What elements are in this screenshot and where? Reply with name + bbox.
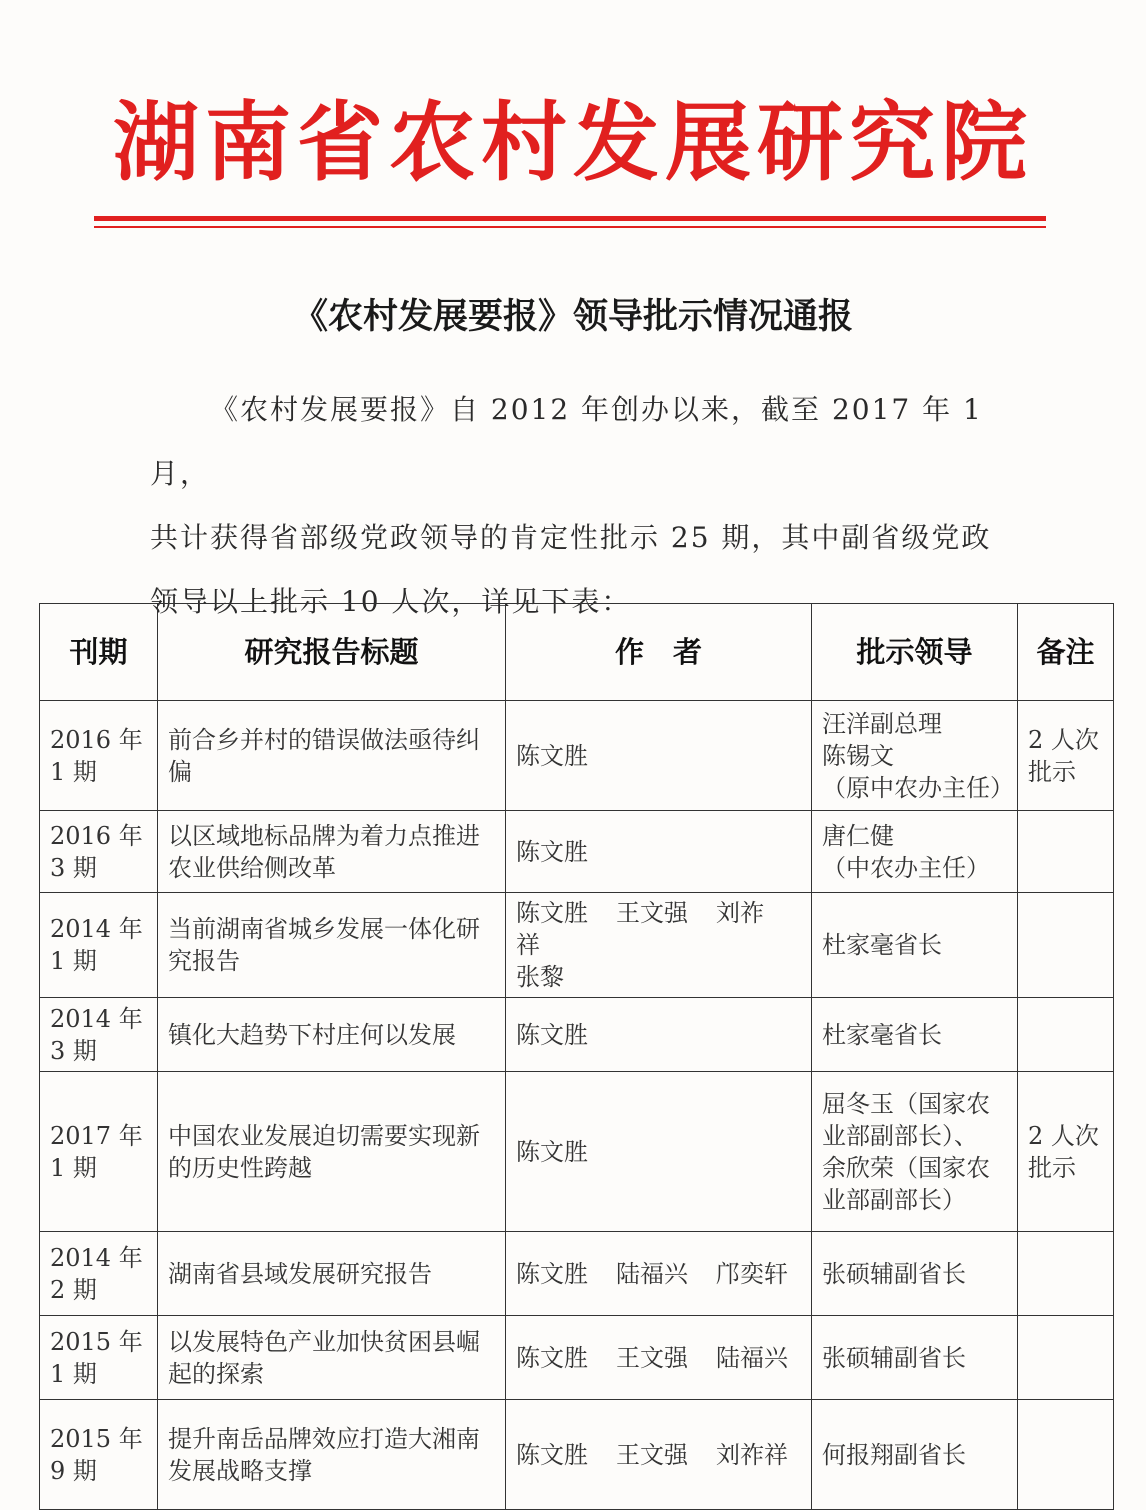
cell-authors: [506, 1400, 812, 1510]
cell-issue: [40, 893, 158, 998]
issue-year: 2016 年: [50, 725, 143, 754]
author-name: 刘祚祥: [516, 899, 764, 959]
cell-authors: [506, 893, 812, 998]
cell-instructing-leader: [812, 1316, 1018, 1400]
intro-line-3: 领导以上批示 10 人次，详见下表：: [150, 585, 632, 618]
cell-report-title: 前合乡并村的错误做法亟待纠偏: [158, 701, 506, 811]
letterhead-rule-thick: [94, 216, 1046, 221]
author-name: 刘祚祥: [716, 1440, 788, 1469]
intro-paragraph: [150, 378, 1030, 634]
leader-line: 杜家毫省长: [822, 1020, 942, 1049]
cell-note: 2 人次批示: [1018, 1072, 1114, 1232]
author-name: 张黎: [516, 963, 564, 991]
leader-line: 张硕辅副省长: [822, 1343, 966, 1372]
leader-line: 陈锡文: [822, 741, 894, 770]
cell-report-title: 当前湖南省城乡发展一体化研究报告: [158, 893, 506, 998]
leader-line: 唐仁健: [822, 821, 894, 850]
cell-issue: [40, 1072, 158, 1232]
issue-year: 2015 年: [50, 1424, 143, 1453]
header-leader: 批示领导: [812, 604, 1018, 701]
cell-report-title: 镇化大趋势下村庄何以发展: [158, 998, 506, 1072]
author-name: 王文强: [616, 1343, 688, 1372]
table-row: [40, 1232, 1114, 1316]
leader-line: 杜家毫省长: [822, 931, 942, 959]
leader-line: （原中农办主任）: [822, 773, 1014, 802]
author-name: 陈文胜: [516, 837, 588, 866]
author-name: 陈文胜: [516, 1343, 588, 1372]
cell-note: 2 人次批示: [1018, 701, 1114, 811]
document-title: 《农村发展要报》领导批示情况通报: [292, 297, 853, 337]
author-name: 陈文胜: [516, 899, 588, 927]
leader-line: 何报翔副省长: [822, 1440, 966, 1469]
issue-year: 2014 年: [50, 915, 143, 943]
cell-report-title: 提升南岳品牌效应打造大湘南发展战略支撑: [158, 1400, 506, 1510]
letterhead-rule-thin: [94, 226, 1046, 228]
issue-number: 2 期: [50, 1275, 97, 1304]
cell-note: [1018, 998, 1114, 1072]
issue-year: 2017 年: [50, 1121, 143, 1150]
cell-note: [1018, 811, 1114, 893]
cell-note: [1018, 1400, 1114, 1510]
header-author: 作 者: [506, 604, 812, 701]
table-body: [40, 701, 1114, 1510]
leader-line: 屈冬玉（国家农业部副部长）、: [822, 1089, 990, 1150]
issue-number: 9 期: [50, 1456, 97, 1485]
cell-authors: [506, 701, 812, 811]
cell-issue: [40, 1232, 158, 1316]
issue-number: 3 期: [50, 1036, 97, 1065]
table-header-row: [40, 604, 1114, 701]
cell-issue: [40, 1316, 158, 1400]
cell-report-title: 以发展特色产业加快贫困县崛起的探索: [158, 1316, 506, 1400]
issue-number: 1 期: [50, 1359, 97, 1388]
table-row: [40, 811, 1114, 893]
cell-note: [1018, 893, 1114, 998]
cell-instructing-leader: [812, 998, 1018, 1072]
cell-issue: [40, 811, 158, 893]
author-name: 邝奕轩: [716, 1259, 788, 1288]
header-note: 备注: [1018, 604, 1114, 701]
leader-instructions-table: [39, 603, 1114, 1510]
cell-instructing-leader: [812, 701, 1018, 811]
author-name: 陆福兴: [716, 1343, 788, 1372]
cell-authors: [506, 1316, 812, 1400]
issue-year: 2014 年: [50, 1004, 143, 1033]
author-name: 陈文胜: [516, 1020, 588, 1049]
table-row: [40, 893, 1114, 998]
institute-letterhead-title: 湖南省农村发展研究院: [113, 93, 1033, 193]
leader-line: 余欣荣（国家农业部副部长）: [822, 1153, 990, 1214]
leader-line: 汪洋副总理: [822, 709, 942, 738]
cell-instructing-leader: [812, 1232, 1018, 1316]
table-row: [40, 1400, 1114, 1510]
cell-issue: [40, 1400, 158, 1510]
cell-instructing-leader: [812, 1072, 1018, 1232]
table-row: [40, 1072, 1114, 1232]
cell-authors: [506, 998, 812, 1072]
author-name: 陈文胜: [516, 741, 588, 770]
author-name: 陆福兴: [616, 1259, 688, 1288]
author-name: 王文强: [616, 899, 688, 927]
issue-year: 2014 年: [50, 1243, 143, 1272]
table-row: [40, 998, 1114, 1072]
cell-report-title: 湖南省县域发展研究报告: [158, 1232, 506, 1316]
table-row: [40, 1316, 1114, 1400]
cell-instructing-leader: [812, 893, 1018, 998]
issue-number: 1 期: [50, 757, 97, 786]
author-name: 陈文胜: [516, 1440, 588, 1469]
cell-instructing-leader: [812, 1400, 1018, 1510]
header-title: 研究报告标题: [158, 604, 506, 701]
issue-number: 3 期: [50, 853, 97, 882]
table-row: [40, 701, 1114, 811]
header-issue: 刊期: [40, 604, 158, 701]
cell-authors: [506, 1232, 812, 1316]
leader-line: 张硕辅副省长: [822, 1259, 966, 1288]
cell-authors: [506, 1072, 812, 1232]
leader-line: （中农办主任）: [822, 853, 990, 882]
cell-report-title: 中国农业发展迫切需要实现新的历史性跨越: [158, 1072, 506, 1232]
issue-number: 1 期: [50, 1153, 97, 1182]
author-name: 陈文胜: [516, 1259, 588, 1288]
intro-line-2: 共计获得省部级党政领导的肯定性批示 25 期，其中副省级党政: [150, 521, 992, 554]
cell-issue: [40, 701, 158, 811]
cell-instructing-leader: [812, 811, 1018, 893]
intro-line-1: 《农村发展要报》自 2012 年创办以来，截至 2017 年 1 月，: [150, 393, 983, 490]
issue-year: 2016 年: [50, 821, 143, 850]
cell-report-title: 以区域地标品牌为着力点推进农业供给侧改革: [158, 811, 506, 893]
cell-authors: [506, 811, 812, 893]
cell-note: [1018, 1232, 1114, 1316]
cell-issue: [40, 998, 158, 1072]
issue-number: 1 期: [50, 947, 97, 975]
issue-year: 2015 年: [50, 1327, 143, 1356]
author-name: 陈文胜: [516, 1137, 588, 1166]
author-name: 王文强: [616, 1440, 688, 1469]
cell-note: [1018, 1316, 1114, 1400]
